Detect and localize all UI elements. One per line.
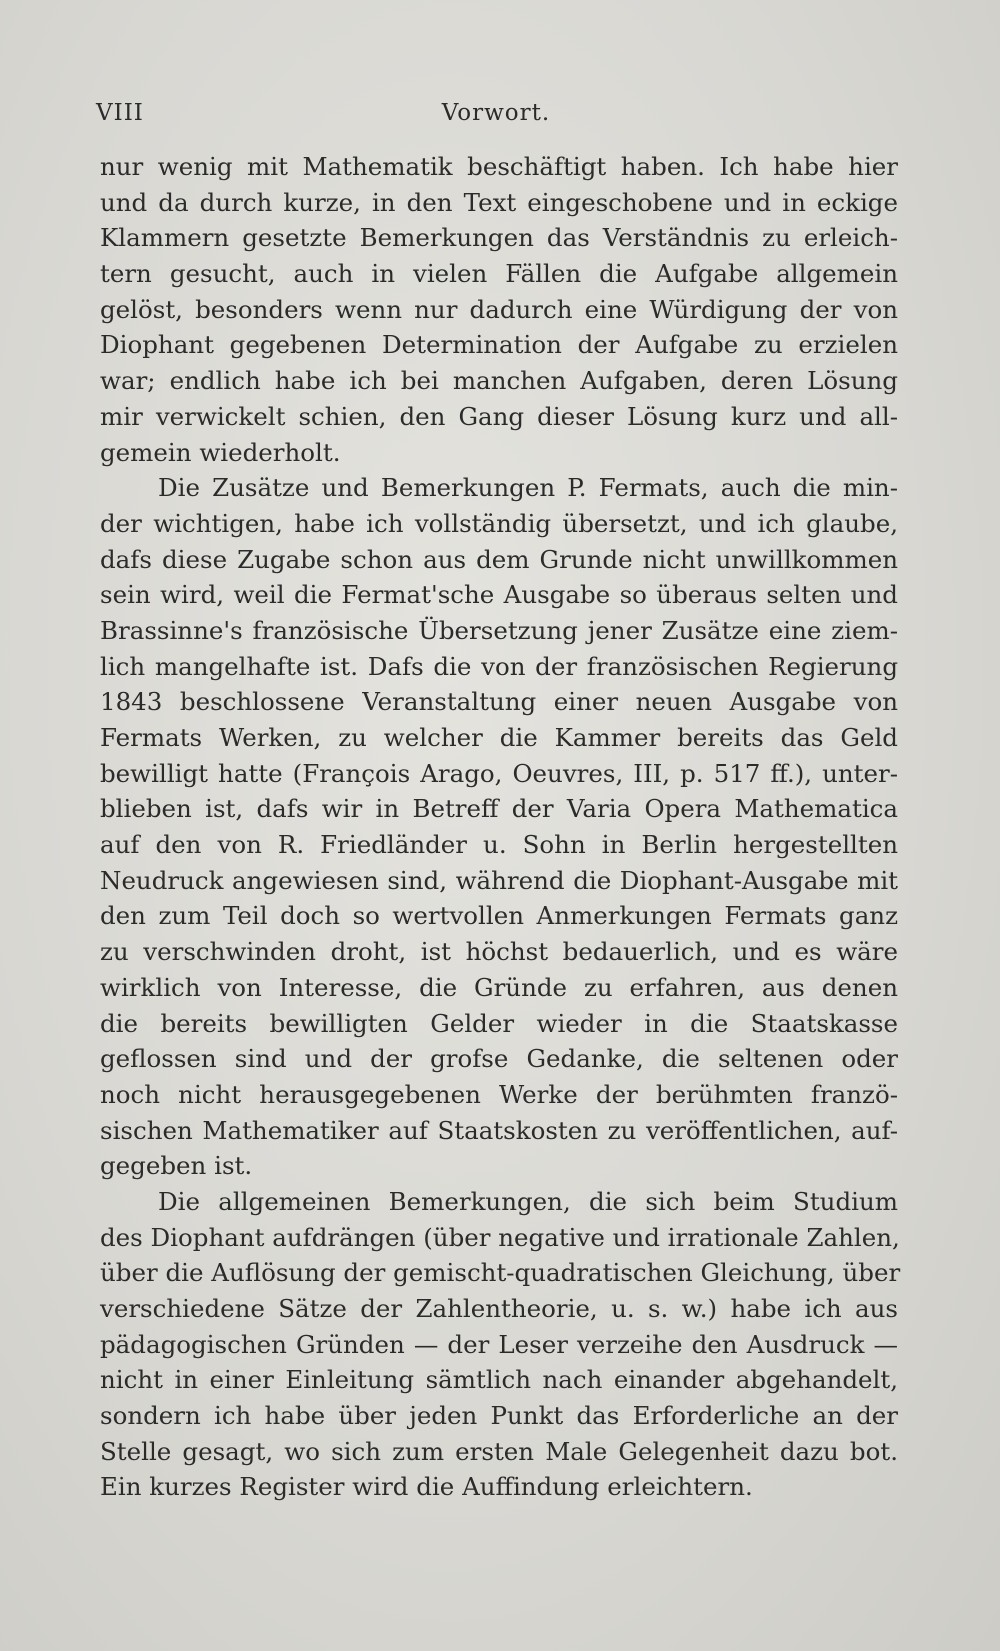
text-line: geflossen sind und der grofse Gedanke, die seltenen oder	[100, 1044, 898, 1074]
text-line: gemein wiederholt.	[100, 437, 341, 467]
text-line: Die allgemeinen Bemerkungen, die sich beim Studium	[158, 1186, 898, 1216]
text-line: Stelle gesagt, wo sich zum ersten Male Gelegenheit dazu bot.	[100, 1436, 898, 1466]
text-line: sein wird, weil die Fermat'sche Ausgabe so überaus selten und	[100, 580, 898, 610]
text-line: lich mangelhafte ist. Dafs die von der französischen Regierung	[100, 651, 898, 681]
paragraph	[100, 149, 898, 470]
paragraph	[100, 470, 898, 1184]
text-line: Diophant gegebenen Determination der Aufgabe zu erzielen	[100, 330, 898, 360]
text-line: bewilligt hatte (François Arago, Oeuvres, III, p. 517 ff.), unter-	[100, 758, 898, 788]
text-line: nur wenig mit Mathematik beschäftigt haben. Ich habe hier	[100, 152, 898, 181]
text-line: die bereits bewilligten Gelder wieder in die Staatskasse	[100, 1008, 898, 1038]
text-line: 1843 beschlossene Veranstaltung einer neuen Ausgabe von	[100, 687, 898, 717]
text-line: blieben ist, dafs wir in Betreff der Varia Opera Mathematica	[100, 794, 898, 824]
text-line: des Diophant aufdrängen (über negative und irrationale Zahlen,	[100, 1222, 900, 1252]
page-number: VIII	[96, 100, 144, 126]
text-line: auf den von R. Friedländer u. Sohn in Berlin hergestellten	[100, 830, 898, 860]
text-line: pädagogischen Gründen — der Leser verzeihe den Ausdruck —	[100, 1329, 898, 1359]
text-line: Ein kurzes Register wird die Auffindung erleichtern.	[100, 1472, 753, 1502]
text-line: verschiedene Sätze der Zahlentheorie, u. s. w.) habe ich aus	[100, 1294, 898, 1323]
text-line: noch nicht herausgegebenen Werke der berühmten franzö-	[100, 1079, 898, 1109]
text-line: gelöst, besonders wenn nur dadurch eine Würdigung der von	[100, 294, 898, 324]
text-line: Brassinne's französische Übersetzung jener Zusätze eine ziem-	[100, 615, 898, 645]
text-line: Klammern gesetzte Bemerkungen das Verständnis zu erleich-	[100, 223, 898, 253]
page-body	[100, 149, 901, 1505]
paragraph	[100, 1184, 901, 1505]
text-line: war; endlich habe ich bei manchen Aufgaben, deren Lösung	[100, 366, 898, 396]
text-line: mir verwickelt schien, den Gang dieser Lösung kurz und all-	[100, 401, 898, 431]
text-line: und da durch kurze, in den Text eingeschobene und in eckige	[100, 187, 898, 217]
text-line: sondern ich habe über jeden Punkt das Erforderliche an der	[100, 1401, 898, 1431]
text-line: zu verschwinden droht, ist höchst bedauerlich, und es wäre	[100, 937, 898, 967]
text-line: nicht in einer Einleitung sämtlich nach einander abgehandelt,	[100, 1365, 898, 1395]
text-line: über die Auflösung der gemischt-quadratischen Gleichung, über	[100, 1258, 901, 1288]
running-title: Vorwort.	[441, 100, 551, 126]
text-line: den zum Teil doch so wertvollen Anmerkungen Fermats ganz	[100, 901, 898, 931]
text-line: Neudruck angewiesen sind, während die Diophant-Ausgabe mit	[100, 865, 898, 895]
text-line: Fermats Werken, zu welcher die Kammer bereits das Geld	[100, 723, 898, 752]
text-line: sischen Mathematiker auf Staatskosten zu veröffentlichen, auf-	[100, 1115, 898, 1145]
text-line: wirklich von Interesse, die Gründe zu erfahren, aus denen	[100, 972, 898, 1002]
text-line: tern gesucht, auch in vielen Fällen die Aufgabe allgemein	[100, 259, 898, 289]
text-line: gegeben ist.	[100, 1151, 253, 1181]
text-line: dafs diese Zugabe schon aus dem Grunde nicht unwillkommen	[100, 544, 898, 574]
text-line: Die Zusätze und Bemerkungen P. Fermats, auch die min-	[158, 473, 898, 503]
text-line: der wichtigen, habe ich vollständig übersetzt, und ich glaube,	[100, 508, 898, 538]
page-header	[96, 100, 896, 130]
